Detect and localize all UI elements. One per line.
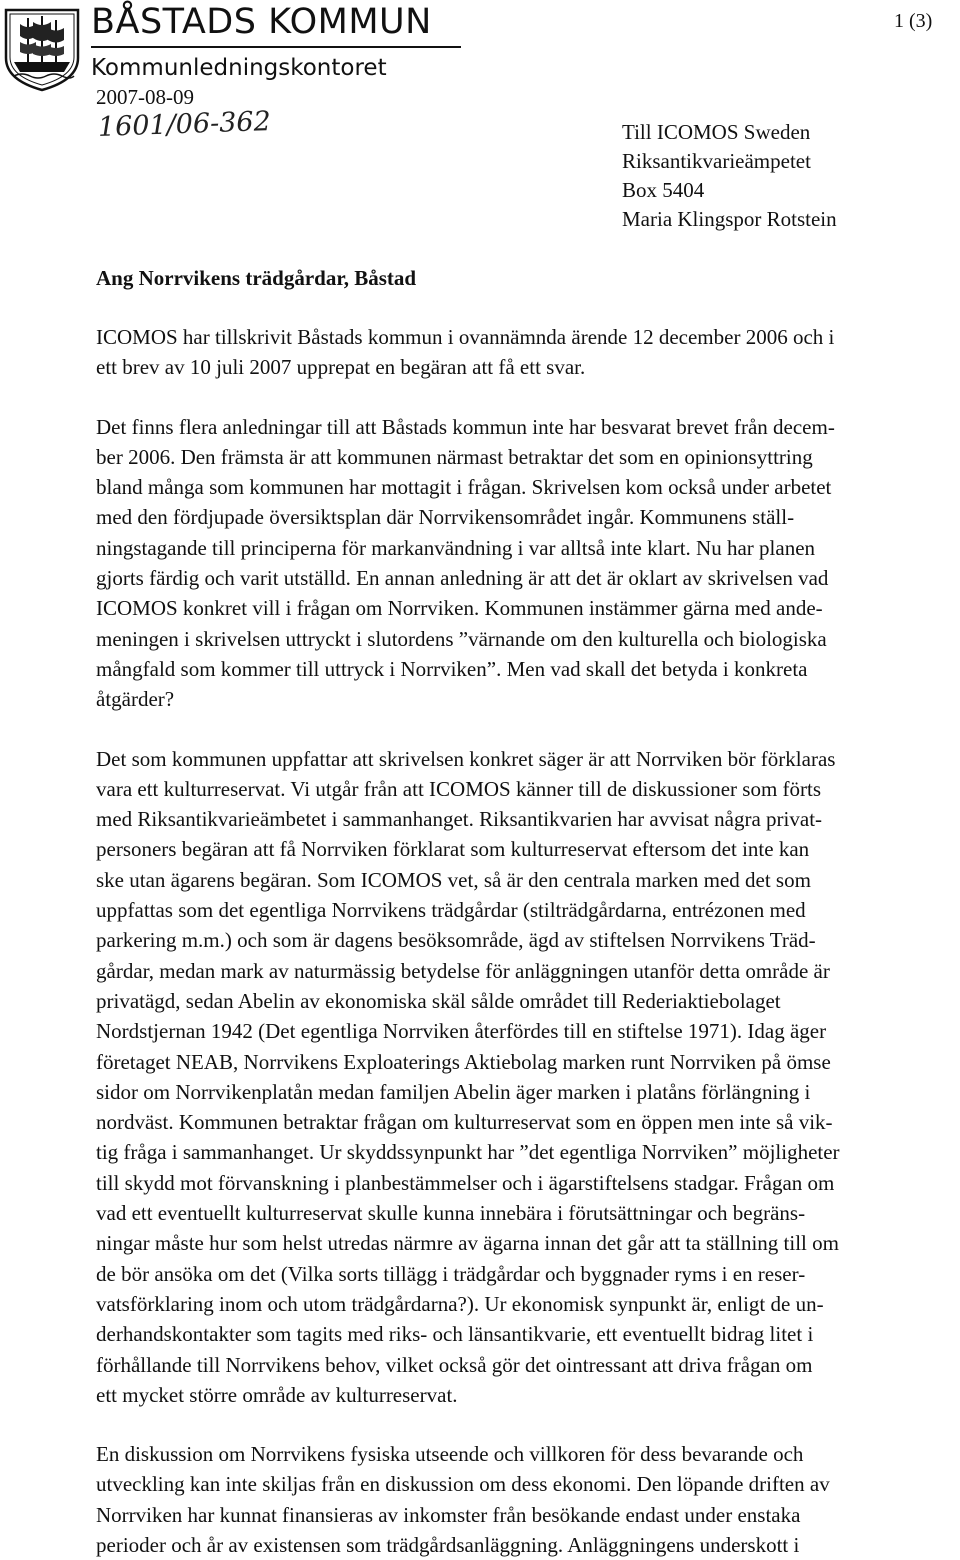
text-line: ningar måste hur som helst utredas närmre av ägarna innan det går att ta ställning till om: [96, 1231, 839, 1256]
letter-subject: Ang Norrvikens trädgårdar, Båstad: [96, 266, 417, 290]
text-line: En diskussion om Norrvikens fysiska utseende och villkoren för dess bevarande och: [96, 1442, 804, 1467]
text-line: sidor om Norrvikenplatån medan familjen Abelin äger marken i platåns förlängning i: [96, 1079, 811, 1104]
recipient-line: Maria Klingspor Rotstein: [622, 207, 837, 231]
text-line: utveckling kan inte skiljas från en diskussion om dess ekonomi. Den löpande driften av: [96, 1472, 830, 1497]
text-line: Det finns flera anledningar till att Båstads kommun inte har besvarat brevet från decem-: [96, 414, 835, 439]
text-line: gjorts färdig och varit utställd. En annan anledning är att det är oklart av skrivelsen vad: [96, 566, 829, 591]
text-line: bland många som kommunen har mottagit i frågan. Skrivelsen kom också under arbetet: [96, 475, 832, 500]
letter-date: 2007-08-09: [96, 85, 194, 109]
text-line: mångfald som kommer till uttryck i Norrviken”. Men vad skall det betyda i konkreta: [96, 656, 808, 681]
text-line: ske utan ägarens begäran. Som ICOMOS vet, så är den centrala marken med det som: [96, 867, 811, 892]
text-line: de bör ansöka om det (Vilka sorts tillägg i trädgårdar och byggnader ryms i en reser-: [96, 1261, 806, 1286]
letter-body: [96, 322, 952, 1560]
municipal-ship-crest-icon: [2, 6, 82, 92]
text-line: ett brev av 10 juli 2007 upprepat en begäran att få ett svar.: [96, 355, 586, 380]
paragraph: [96, 322, 952, 383]
text-line: vara ett kulturreservat. Vi utgår från att ICOMOS känner till de diskussioner som förts: [96, 776, 822, 801]
recipient-address: [622, 118, 837, 234]
text-line: med Riksantikvarieämbetet i sammanhanget. Riksantikvarien har avvisat några privat-: [96, 807, 823, 832]
text-line: gårdar, medan mark av naturmässig betydelse för anläggningen utanför detta område är: [96, 958, 830, 983]
text-line: Det som kommunen uppfattar att skrivelsen konkret säger är att Norrviken bör förklaras: [96, 746, 836, 771]
text-line: vad ett eventuellt kulturreservat skulle kunna innebära i förutsättningar och begräns-: [96, 1201, 806, 1226]
page-number: 1 (3): [894, 10, 933, 32]
text-line: ber 2006. Den främsta är att kommunen närmast betraktar det som en opinionsyttring: [96, 444, 813, 469]
text-line: vatsförklaring inom och utom trädgårdarna?). Ur ekonomisk synpunkt är, enligt de un-: [96, 1291, 824, 1316]
department-name: Kommunledningskontoret: [91, 55, 387, 81]
text-line: förhållande till Norrvikens behov, vilket också gör det ointressant att driva frågan om: [96, 1352, 813, 1377]
paragraph: [96, 1439, 952, 1560]
text-line: ningstagande till principerna för markanvändning i var alltså inte klart. Nu har planen: [96, 535, 816, 560]
paragraph: [96, 744, 952, 1411]
handwritten-reference: 1601/06-362: [97, 105, 272, 143]
text-line: nordväst. Kommunen betraktar frågan om kulturreservat som en öppen men inte så vik-: [96, 1110, 833, 1135]
recipient-line: Till ICOMOS Sweden: [622, 120, 811, 144]
text-line: perioder och år av existensen som trädgårdsanläggning. Anläggningens underskott i: [96, 1532, 800, 1557]
text-line: Norrviken har kunnat finansieras av inkomster från besökande endast under enstaka: [96, 1502, 801, 1527]
recipient-line: Riksantikvarieämpetet: [622, 149, 811, 173]
text-line: uppfattas som det egentliga Norrvikens trädgårdar (stilträdgårdarna, entrézonen med: [96, 898, 806, 923]
paragraph: [96, 412, 952, 715]
text-line: derhandskontakter som tagits med riks- och länsantikvarie, ett eventuellt bidrag litet i: [96, 1322, 814, 1347]
recipient-line: Box 5404: [622, 178, 705, 202]
text-line: Nordstjernan 1942 (Det egentliga Norrviken återfördes till en stiftelse 1971). Idag äger: [96, 1019, 827, 1044]
organization-name: BÅSTADS KOMMUN: [91, 2, 432, 42]
text-line: tig fråga i sammanhanget. Ur skyddssynpunkt har ”det egentliga Norrviken” möjligheter: [96, 1140, 840, 1165]
text-line: till skydd mot förvanskning i planbestämmelser och i ägarstiftelsens stadgar. Frågan om: [96, 1170, 835, 1195]
text-line: företaget NEAB, Norrvikens Exploaterings Aktiebolag marken runt Norrviken på ömse: [96, 1049, 831, 1074]
text-line: privatägd, sedan Abelin av ekonomiska skäl sålde området till Rederiaktiebolaget: [96, 988, 781, 1013]
header-divider: [91, 46, 461, 48]
text-line: ICOMOS konkret vill i frågan om Norrviken. Kommunen instämmer gärna med ande-: [96, 596, 823, 621]
text-line: åtgärder?: [96, 687, 175, 712]
text-line: meningen i skrivelsen uttryckt i slutordens ”värnande om den kulturella och biologiska: [96, 626, 827, 651]
text-line: ICOMOS har tillskrivit Båstads kommun i ovannämnda ärende 12 december 2006 och i: [96, 325, 835, 349]
text-line: parkering m.m.) och som är dagens besöksområde, ägd av stiftelsen Norrvikens Träd-: [96, 928, 816, 953]
text-line: personers begäran att få Norrviken förklarat som kulturreservat eftersom det inte kan: [96, 837, 810, 862]
text-line: ett mycket större område av kulturreservat.: [96, 1382, 458, 1407]
text-line: med den fördjupade översiktsplan där Norrvikensområdet ingår. Kommunens ställ-: [96, 505, 795, 530]
